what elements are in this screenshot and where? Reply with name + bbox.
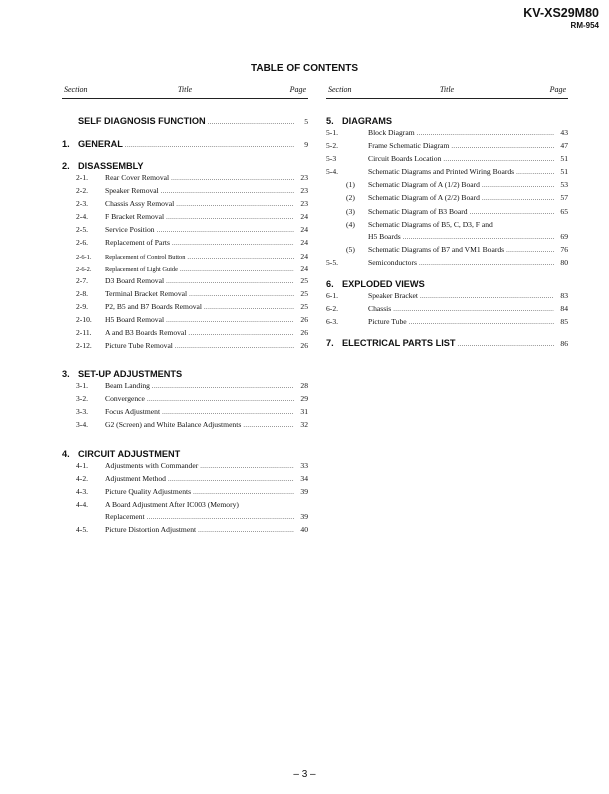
toc-subitem[interactable] [326, 179, 568, 192]
toc-item[interactable] [62, 275, 308, 288]
toc-subitem[interactable] [326, 219, 568, 231]
section-title: ELECTRICAL PARTS LIST [342, 338, 456, 349]
item-title: Schematic Diagram of B3 Board [368, 206, 468, 216]
toc-item[interactable] [326, 140, 568, 153]
toc-section-circuit-adjustment[interactable] [62, 448, 308, 460]
item-title: Picture Distortion Adjustment [105, 524, 197, 534]
item-title: Chassis Assy Removal [105, 199, 175, 209]
toc-item[interactable] [62, 172, 308, 185]
dot-leader [193, 487, 294, 499]
toc-item[interactable] [326, 290, 568, 303]
page-number: 34 [300, 473, 308, 483]
item-title: A and B3 Boards Removal [105, 327, 187, 337]
toc-item[interactable] [62, 237, 308, 250]
item-title: Frame Schematic Diagram [368, 141, 450, 151]
dot-leader [208, 117, 294, 129]
toc-item[interactable] [62, 460, 308, 473]
disassembly-items [62, 172, 308, 353]
item-number: 2-11. [76, 327, 92, 337]
page-number: 53 [560, 180, 568, 190]
item-number: 2-3. [76, 199, 89, 209]
dot-leader [470, 207, 554, 219]
page-number: 69 [560, 231, 568, 241]
page-number: 86 [560, 339, 568, 349]
dot-leader [187, 252, 294, 263]
dot-leader [443, 154, 554, 166]
page-number: 32 [300, 420, 308, 430]
item-number: 2-9. [76, 301, 89, 311]
toc-item[interactable] [326, 166, 568, 179]
toc-item[interactable] [62, 288, 308, 301]
toc-item[interactable] [62, 224, 308, 237]
page-number: 57 [560, 193, 568, 203]
toc-subitem-continuation[interactable] [326, 231, 568, 244]
item-number: 3-2. [76, 394, 89, 404]
section-number: 5. [326, 116, 334, 126]
toc-section-disassembly[interactable] [62, 160, 308, 172]
item-title: G2 (Screen) and White Balance Adjustments [105, 420, 242, 430]
item-title: Focus Adjustment [105, 407, 161, 417]
toc-section-exploded-views[interactable] [326, 278, 568, 290]
page-title: TABLE OF CONTENTS [250, 63, 359, 74]
item-number: 3-4. [76, 420, 89, 430]
item-title: A Board Adjustment After IC003 (Memory) [105, 499, 239, 509]
page-number: 28 [300, 381, 308, 391]
item-title: F Bracket Removal [105, 212, 165, 222]
diagram-items [326, 127, 568, 270]
toc-item[interactable] [62, 486, 308, 499]
item-number: 5-3 [326, 154, 337, 164]
item-number: 5-2. [326, 141, 339, 151]
dot-leader [482, 180, 554, 192]
item-title: H5 Board Removal [105, 314, 165, 324]
page-number: 26 [300, 341, 308, 351]
dot-leader [125, 140, 294, 152]
dot-leader [451, 141, 554, 153]
page-number: 24 [300, 251, 308, 261]
item-number: 5-1. [326, 128, 339, 137]
dot-leader [420, 291, 554, 303]
toc-item[interactable] [62, 198, 308, 211]
toc-section-diagrams[interactable] [326, 115, 568, 127]
dot-leader [162, 407, 294, 419]
dot-leader [417, 128, 554, 140]
item-number: 4-3. [76, 486, 89, 496]
item-title: H5 Boards [368, 231, 401, 241]
item-title: Schematic Diagrams and Printed Wiring Boards [368, 167, 515, 177]
item-title: Picture Tube [368, 317, 407, 327]
item-title: Chassis [368, 304, 392, 314]
toc-item[interactable] [62, 327, 308, 340]
column-header-page: Page [549, 85, 566, 94]
item-number: 2-1. [76, 173, 89, 182]
dot-leader [147, 512, 294, 524]
model-number: KV-XS29M80 [523, 6, 599, 20]
item-title: Adjustment Method [105, 473, 166, 483]
section-number: 1. [62, 139, 70, 149]
page-number: 23 [300, 173, 308, 182]
item-title: Service Position [105, 225, 155, 235]
section-title: DIAGRAMS [342, 116, 393, 126]
toc-item[interactable] [62, 380, 308, 393]
item-number: (1) [346, 180, 355, 190]
page-number: 29 [300, 394, 308, 404]
page-number: 24 [300, 263, 308, 273]
item-number: 6-1. [326, 291, 339, 301]
toc-item[interactable] [62, 211, 308, 224]
page-number: 25 [300, 301, 308, 311]
section-number: 6. [326, 279, 334, 290]
item-number: (5) [346, 244, 355, 254]
item-title: Schematic Diagrams of B5, C, D3, F and [368, 219, 493, 229]
remote-model: RM-954 [570, 21, 599, 30]
item-title: Replacement of Control Button [105, 253, 186, 261]
dot-leader [393, 304, 554, 316]
page-number: 51 [560, 154, 568, 164]
item-number: 2-5. [76, 225, 89, 235]
page-number: 85 [560, 317, 568, 327]
toc-item[interactable] [62, 314, 308, 327]
item-number: 2-2. [76, 186, 89, 196]
column-header-section: Section [64, 85, 88, 94]
dot-leader [147, 394, 294, 406]
dot-leader [506, 245, 554, 257]
item-number: 5-5. [326, 257, 339, 267]
toc-left-column [62, 84, 308, 537]
item-title: Schematic Diagram of A (1/2) Board [368, 180, 480, 190]
toc-item[interactable] [62, 185, 308, 198]
dot-leader [482, 193, 554, 205]
dot-leader [161, 186, 294, 198]
item-title: Speaker Removal [105, 186, 159, 196]
item-number: 4-2. [76, 473, 89, 483]
section-title: DISASSEMBLY [78, 161, 144, 171]
dot-leader [409, 317, 554, 329]
item-title: Circuit Boards Location [368, 154, 442, 164]
dot-leader [166, 276, 294, 288]
dot-leader [157, 225, 294, 237]
page-number: 76 [560, 244, 568, 254]
toc-section-general[interactable] [62, 138, 308, 152]
dot-leader [403, 232, 554, 244]
section-number: 7. [326, 338, 334, 349]
page-number: 24 [300, 238, 308, 248]
section-number: 3. [62, 369, 70, 380]
page-number: 5 [304, 117, 308, 126]
item-title: Replacement of Parts [105, 238, 170, 248]
page-number: 83 [560, 291, 568, 301]
exploded-items [326, 290, 568, 329]
item-title: Replacement [105, 511, 145, 521]
toc-item[interactable] [62, 393, 308, 406]
toc-item[interactable] [326, 153, 568, 166]
page-number-footer: – 3 – [293, 769, 316, 780]
page-number: 65 [560, 206, 568, 216]
column-header [62, 84, 308, 99]
toc-item[interactable] [62, 473, 308, 486]
item-number: 3-1. [76, 381, 89, 391]
dot-leader [166, 212, 294, 224]
dot-leader [189, 289, 294, 301]
page-number: 31 [300, 407, 308, 417]
dot-leader [457, 339, 554, 351]
dot-leader [172, 238, 294, 250]
toc-item[interactable] [326, 303, 568, 316]
item-number: 2-8. [76, 288, 89, 298]
toc-item[interactable] [326, 316, 568, 329]
page-number: 24 [300, 225, 308, 235]
item-number: 3-3. [76, 407, 89, 417]
page-number: 23 [300, 199, 308, 209]
dot-leader [243, 420, 294, 432]
page-number: 39 [300, 511, 308, 521]
page-number: 47 [560, 141, 568, 151]
item-title: Schematic Diagrams of B7 and VM1 Boards [368, 244, 505, 254]
dot-leader [204, 302, 294, 314]
page-number: 25 [300, 288, 308, 298]
dot-leader [419, 258, 554, 270]
dot-leader [166, 315, 294, 327]
item-number: (3) [346, 206, 355, 216]
item-number: 2-10. [76, 314, 92, 324]
column-header-section: Section [328, 85, 352, 94]
item-title: Picture Quality Adjustments [105, 486, 192, 496]
page-number: 26 [300, 314, 308, 324]
item-title: Replacement of Light Guide [105, 265, 178, 273]
item-title: P2, B5 and B7 Boards Removal [105, 301, 203, 311]
item-number: 2-6-2. [76, 265, 92, 273]
item-number: 2-6-1. [76, 253, 92, 261]
page-number: 43 [560, 128, 568, 137]
item-title: Block Diagram [368, 128, 415, 137]
item-number: 5-4. [326, 167, 339, 177]
item-number: 2-12. [76, 341, 92, 351]
section-title: SELF DIAGNOSIS FUNCTION [78, 116, 206, 126]
item-number: (4) [346, 219, 355, 229]
toc-right-column [326, 84, 568, 351]
item-title: D3 Board Removal [105, 275, 165, 285]
toc-item[interactable] [62, 419, 308, 432]
toc-item[interactable] [326, 127, 568, 140]
toc-item[interactable] [62, 301, 308, 314]
item-number: 2-4. [76, 212, 89, 222]
setup-items [62, 380, 308, 432]
dot-leader [168, 474, 294, 486]
page-number: 26 [300, 327, 308, 337]
toc-item[interactable] [62, 406, 308, 419]
item-number: 4-5. [76, 524, 89, 534]
page-number: 23 [300, 186, 308, 196]
item-number: 4-4. [76, 499, 89, 509]
item-title: Adjustments with Commander [105, 460, 199, 470]
item-number: 6-2. [326, 304, 339, 314]
item-title: Picture Tube Removal [105, 341, 173, 351]
toc-subitem[interactable] [62, 263, 308, 275]
toc-section-electrical-parts[interactable] [326, 337, 568, 351]
toc-section-setup-adjustments[interactable] [62, 368, 308, 380]
item-number: 2-6. [76, 238, 89, 248]
toc-subitem[interactable] [326, 206, 568, 219]
toc-item[interactable] [62, 499, 308, 511]
toc-item-continuation[interactable] [62, 511, 308, 524]
page-number: 9 [304, 140, 308, 149]
column-header-title: Title [439, 85, 455, 94]
toc-subitem[interactable] [326, 244, 568, 257]
dot-leader [152, 381, 294, 393]
section-title: SET-UP ADJUSTMENTS [78, 369, 183, 380]
dot-leader [171, 173, 294, 185]
toc-subitem[interactable] [326, 192, 568, 205]
item-number: 4-1. [76, 460, 89, 470]
page-number: 25 [300, 275, 308, 285]
item-number: 6-3. [326, 317, 339, 327]
item-title: Schematic Diagram of A (2/2) Board [368, 193, 480, 203]
dot-leader [175, 341, 294, 353]
column-header-page: Page [289, 85, 306, 94]
item-title: Convergence [105, 394, 145, 404]
toc-item[interactable] [62, 524, 308, 537]
toc-item[interactable] [326, 257, 568, 270]
dot-leader [188, 328, 294, 340]
page-number: 84 [560, 304, 568, 314]
section-title: GENERAL [78, 139, 123, 149]
section-title: CIRCUIT ADJUSTMENT [78, 448, 181, 459]
section-title: EXPLODED VIEWS [342, 279, 425, 290]
item-number: (2) [346, 193, 355, 203]
dot-leader [198, 525, 294, 537]
item-title: Rear Cover Removal [105, 173, 170, 182]
toc-subitem[interactable] [62, 251, 308, 263]
section-number: 2. [62, 161, 70, 171]
item-title: Semiconductors [368, 257, 417, 267]
dot-leader [180, 264, 294, 275]
dot-leader [516, 167, 554, 179]
page-number: 40 [300, 524, 308, 534]
dot-leader [176, 199, 294, 211]
toc-item[interactable] [62, 340, 308, 353]
page-number: 33 [300, 460, 308, 470]
dot-leader [200, 461, 294, 473]
column-header [326, 84, 568, 99]
item-title: Terminal Bracket Removal [105, 288, 188, 298]
item-title: Beam Landing [105, 381, 150, 391]
item-number: 2-7. [76, 275, 89, 285]
circuit-items [62, 460, 308, 538]
column-header-title: Title [177, 85, 193, 94]
page-number: 80 [560, 257, 568, 267]
toc-entry-self-diagnosis[interactable] [62, 115, 308, 129]
page-number: 39 [300, 486, 308, 496]
section-number: 4. [62, 448, 70, 459]
item-title: Speaker Bracket [368, 291, 418, 301]
page-number: 24 [300, 212, 308, 222]
page-number: 51 [560, 167, 568, 177]
